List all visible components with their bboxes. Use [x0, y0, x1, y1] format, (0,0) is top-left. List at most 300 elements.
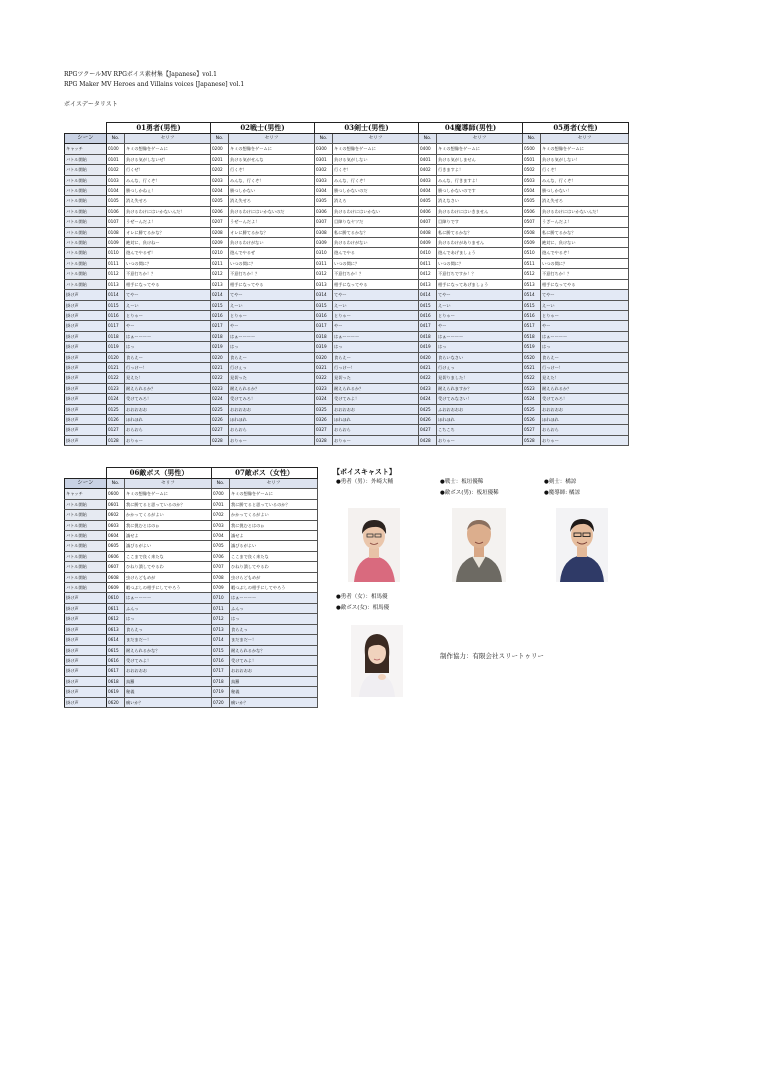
voice-number: 0211 [211, 258, 229, 268]
voice-line: 受けてみよ！ [333, 394, 419, 404]
voice-number: 0714 [212, 635, 230, 645]
voice-line: 痛いか？ [125, 697, 212, 707]
voice-number: 0616 [107, 655, 125, 665]
voice-number: 0328 [315, 435, 333, 445]
voice-number: 0113 [107, 279, 125, 289]
no-header: No. [107, 134, 125, 144]
voice-number: 0327 [315, 425, 333, 435]
voice-line: とりゃー [229, 310, 315, 320]
voice-line: いつの間に？ [541, 258, 629, 268]
table-row [65, 196, 629, 206]
voice-number: 0619 [107, 687, 125, 697]
voice-line: 消え失せろ [125, 196, 211, 206]
voice-number: 0713 [212, 624, 230, 634]
table-row [65, 697, 318, 707]
voice-number: 0212 [211, 269, 229, 279]
voice-line: てやー [125, 290, 211, 300]
voice-number: 0510 [523, 248, 541, 258]
scene-cell: キャッチ [65, 489, 107, 499]
voice-line: 滅びるがよい [230, 541, 318, 551]
no-header: No. [107, 479, 125, 489]
voice-number: 0526 [523, 414, 541, 424]
voice-number: 0126 [107, 414, 125, 424]
voice-number: 0705 [212, 541, 230, 551]
table-row [65, 248, 629, 258]
voice-number: 0307 [315, 217, 333, 227]
voice-line: とりゃー [541, 310, 629, 320]
scene-cell: 掛け声 [65, 425, 107, 435]
voice-line: 行くぞ！ [229, 165, 315, 175]
voice-line: キミの想像をゲームに [333, 144, 419, 154]
voice-number: 0125 [107, 404, 125, 414]
voice-line: はっ [230, 614, 318, 624]
voice-line: 目障りなヤツだ [333, 217, 419, 227]
table-row [65, 154, 629, 164]
table-row [65, 435, 629, 445]
voice-number: 0104 [107, 186, 125, 196]
voice-number: 0200 [211, 144, 229, 154]
group-title: 04魔導師(男性) [419, 123, 523, 134]
serif-header: セリフ [333, 134, 419, 144]
voice-line: 暇つぶしの相手にしてやろう [125, 583, 212, 593]
cast-enemy-male: ●敵ボス(男)：板垣優稀 [440, 490, 499, 496]
voice-line: えーい [541, 300, 629, 310]
voice-line: ほれほれ [541, 414, 629, 424]
voice-number: 0117 [107, 321, 125, 331]
voice-line: とりゃー [437, 310, 523, 320]
voice-line: ほれほれ [333, 414, 419, 424]
voice-line: 負ける気がしません [437, 154, 523, 164]
voice-number: 0518 [523, 331, 541, 341]
voice-number: 0618 [107, 676, 125, 686]
voice-number: 0313 [315, 279, 333, 289]
voice-line: 相手になってやる [229, 279, 315, 289]
voice-number: 0607 [107, 562, 125, 572]
table-row [65, 551, 318, 561]
voice-line: 食らえっ [230, 624, 318, 634]
scene-cell: 掛け声 [65, 697, 107, 707]
voice-number: 0224 [211, 394, 229, 404]
voice-number: 0403 [419, 175, 437, 185]
voice-line: 見切った [229, 373, 315, 383]
group-title: 06敵ボス（男性） [107, 468, 212, 479]
voice-line: 受けてみろ！ [541, 394, 629, 404]
production-credit: 制作協力：有限会社スリートゥリー [440, 652, 544, 660]
scene-cell: 掛け声 [65, 666, 107, 676]
voice-line: キミの想像をゲームに [230, 489, 318, 499]
voice-line: 遊んでやるぜ！ [125, 248, 211, 258]
voice-number: 0101 [107, 154, 125, 164]
scene-cell: バトル開始 [65, 206, 107, 216]
voice-line: やー [437, 321, 523, 331]
voice-line: 耐えられるか？ [541, 383, 629, 393]
voice-line: いつの間に？ [125, 258, 211, 268]
voice-line: 受けてみろ！ [229, 394, 315, 404]
voice-line: まだまだー！ [125, 635, 212, 645]
voice-line: 滅せよ [125, 531, 212, 541]
voice-number: 0408 [419, 227, 437, 237]
voice-line: 負ける気がしない [333, 154, 419, 164]
voice-number: 0223 [211, 383, 229, 393]
scene-cell: バトル開始 [65, 258, 107, 268]
voice-number: 0116 [107, 310, 125, 320]
voice-line: 私に勝てるかな？ [437, 227, 523, 237]
voice-number: 0304 [315, 186, 333, 196]
voice-number: 0520 [523, 352, 541, 362]
scene-cell: バトル開始 [65, 196, 107, 206]
voice-line: とりゃー [125, 310, 211, 320]
voice-number: 0213 [211, 279, 229, 289]
voice-line: 受けてみよ！ [125, 655, 212, 665]
scene-cell: 掛け声 [65, 635, 107, 645]
voice-line: はっ [333, 342, 419, 352]
voice-line: 行くぞ！ [541, 165, 629, 175]
voice-line: 不意打ちか！？ [125, 269, 211, 279]
table-row [65, 217, 629, 227]
voice-number: 0105 [107, 196, 125, 206]
table-row [65, 186, 629, 196]
voice-number: 0516 [523, 310, 541, 320]
voice-number: 0322 [315, 373, 333, 383]
scene-cell: バトル開始 [65, 279, 107, 289]
scene-cell: 掛け声 [65, 593, 107, 603]
table-row [65, 321, 629, 331]
voice-line: 負けるわけがない [333, 238, 419, 248]
voice-line: ひねり潰してやるわ [230, 562, 318, 572]
table-row [65, 290, 629, 300]
voice-number: 0703 [212, 520, 230, 530]
table-row [65, 614, 318, 624]
voice-number: 0505 [523, 196, 541, 206]
voice-number: 0509 [523, 238, 541, 248]
voice-number: 0103 [107, 175, 125, 185]
voice-line: やー [229, 321, 315, 331]
voice-line: 食らえー [333, 352, 419, 362]
voice-line: うぜーんだよ！ [229, 217, 315, 227]
voice-line: 行くぞ！ [333, 165, 419, 175]
voice-number: 0720 [212, 697, 230, 707]
voice-number: 0717 [212, 666, 230, 676]
voice-line: 滅せよ [230, 531, 318, 541]
voice-number: 0102 [107, 165, 125, 175]
voice-number: 0511 [523, 258, 541, 268]
voice-line: みんな、行くぞ！ [333, 175, 419, 185]
scene-cell: バトル開始 [65, 186, 107, 196]
voice-number: 0608 [107, 572, 125, 582]
table-row [65, 269, 629, 279]
no-header: No. [419, 134, 437, 144]
voice-number: 0106 [107, 206, 125, 216]
voice-line: うぜーんだよ！ [125, 217, 211, 227]
voice-line: 相手になってあげましょう [437, 279, 523, 289]
voice-line: ふおおおおお [437, 404, 523, 414]
voice-number: 0702 [212, 510, 230, 520]
table-row [65, 635, 318, 645]
table-row [65, 310, 629, 320]
voice-number: 0515 [523, 300, 541, 310]
scene-cell: バトル開始 [65, 499, 107, 509]
voice-line: 虫けらどもめが [125, 572, 212, 582]
voice-number: 0308 [315, 227, 333, 237]
scene-cell: バトル開始 [65, 217, 107, 227]
voice-number: 0601 [107, 499, 125, 509]
scene-cell: バトル開始 [65, 572, 107, 582]
voice-line: はぁーーーー [125, 593, 212, 603]
voice-line: 食らいなさい [437, 352, 523, 362]
scene-cell: バトル開始 [65, 551, 107, 561]
table-row [65, 227, 629, 237]
voice-number: 0617 [107, 666, 125, 676]
voice-number: 0319 [315, 342, 333, 352]
column-header-row [65, 134, 629, 144]
voice-number: 0419 [419, 342, 437, 352]
scene-cell: 掛け声 [65, 404, 107, 414]
voice-line: 相手になってやる [333, 279, 419, 289]
voice-line: 虫けらどもめが [230, 572, 318, 582]
voice-line: ここまで良く来たな [125, 551, 212, 561]
table-row [65, 624, 318, 634]
scene-cell: 掛け声 [65, 373, 107, 383]
voice-line: おらおら [333, 425, 419, 435]
voice-line: うざーんだよ！ [541, 217, 629, 227]
voice-number: 0704 [212, 531, 230, 541]
voice-number: 0610 [107, 593, 125, 603]
voice-line: 不意打ちか！？ [541, 269, 629, 279]
voice-number: 0228 [211, 435, 229, 445]
scene-cell: 掛け声 [65, 614, 107, 624]
voice-number: 0128 [107, 435, 125, 445]
voice-number: 0521 [523, 362, 541, 372]
scene-cell: 掛け声 [65, 414, 107, 424]
voice-line: 行きますよ！ [437, 165, 523, 175]
voice-line: 不意打ちか！？ [333, 269, 419, 279]
voice-line: 行けぇっ [437, 362, 523, 372]
table-row [65, 666, 318, 676]
voice-line: 耐えられますか？ [437, 383, 523, 393]
doc-title-english: RPG Maker MV Heroes and Villains voices [Japanese] vol.1 [64, 81, 245, 88]
voice-number: 0609 [107, 583, 125, 593]
voice-line: 耐えられるか？ [229, 383, 315, 393]
group-title: 03剣士(男性) [315, 123, 419, 134]
voice-line: おおおおお [125, 666, 212, 676]
voice-line: 負ける気がしないぜ！ [125, 154, 211, 164]
voice-number: 0208 [211, 227, 229, 237]
voice-number: 0309 [315, 238, 333, 248]
scene-cell: バトル開始 [65, 520, 107, 530]
voice-number: 0709 [212, 583, 230, 593]
scene-cell: バトル開始 [65, 541, 107, 551]
table-row [65, 499, 318, 509]
voice-number: 0120 [107, 352, 125, 362]
voice-line: はぁーーーー [229, 331, 315, 341]
voice-number: 0303 [315, 175, 333, 185]
voice-number: 0225 [211, 404, 229, 414]
voice-number: 0310 [315, 248, 333, 258]
voice-line: 滅びるがよい [125, 541, 212, 551]
serif-header: セリフ [125, 134, 211, 144]
voice-number: 0614 [107, 635, 125, 645]
voice-number: 0121 [107, 362, 125, 372]
voice-line: はっ [125, 614, 212, 624]
voice-number: 0401 [419, 154, 437, 164]
table-row [65, 258, 629, 268]
voice-number: 0110 [107, 248, 125, 258]
voice-number: 0326 [315, 414, 333, 424]
voice-number: 0700 [212, 489, 230, 499]
voice-line: キミの想像をゲームに [125, 144, 211, 154]
portrait-hero-male [348, 508, 400, 582]
table-row [65, 373, 629, 383]
voice-number: 0502 [523, 165, 541, 175]
voice-line: はぁーーーー [437, 331, 523, 341]
voice-line: 行くぜ！ [125, 165, 211, 175]
voice-number: 0606 [107, 551, 125, 561]
table-row [65, 352, 629, 362]
voice-line: ふんっ [230, 603, 318, 613]
voice-number: 0417 [419, 321, 437, 331]
table-row [65, 331, 629, 341]
voice-line: 行っけー！ [541, 362, 629, 372]
voice-number: 0111 [107, 258, 125, 268]
voice-number: 0501 [523, 154, 541, 164]
voice-number: 0507 [523, 217, 541, 227]
voice-number: 0428 [419, 435, 437, 445]
scene-cell: バトル開始 [65, 227, 107, 237]
voice-number: 0512 [523, 269, 541, 279]
voice-number: 0504 [523, 186, 541, 196]
voice-number: 0127 [107, 425, 125, 435]
serif-header: セリフ [437, 134, 523, 144]
voice-number: 0711 [212, 603, 230, 613]
table-row [65, 342, 629, 352]
scene-cell: キャッチ [65, 144, 107, 154]
voice-line: オレに勝てるかな？ [229, 227, 315, 237]
voice-line: おおおおお [230, 666, 318, 676]
voice-number: 0508 [523, 227, 541, 237]
voice-number: 0411 [419, 258, 437, 268]
table-row [65, 394, 629, 404]
voice-number: 0410 [419, 248, 437, 258]
voice-number: 0325 [315, 404, 333, 414]
voice-line: 我に勝てると思っているのか？ [230, 499, 318, 509]
voice-number: 0514 [523, 290, 541, 300]
voice-number: 0413 [419, 279, 437, 289]
voice-line: 食らえー [541, 352, 629, 362]
voice-line: 見切った [333, 373, 419, 383]
voice-number: 0707 [212, 562, 230, 572]
scene-cell: 掛け声 [65, 435, 107, 445]
voice-number: 0124 [107, 394, 125, 404]
scene-header: シーン [65, 479, 107, 489]
voice-line: 我に挑むとはのぉ [125, 520, 212, 530]
voice-number: 0311 [315, 258, 333, 268]
group-title: 07敵ボス（女性） [212, 468, 318, 479]
table-row [65, 279, 629, 289]
table-row [65, 362, 629, 372]
serif-header: セリフ [229, 134, 315, 144]
voice-line: 鳥羅 [230, 676, 318, 686]
voice-number: 0710 [212, 593, 230, 603]
voice-number: 0108 [107, 227, 125, 237]
voice-number: 0210 [211, 248, 229, 258]
voice-number: 0615 [107, 645, 125, 655]
voice-line: 行けぇっ [229, 362, 315, 372]
voice-line: えーい [437, 300, 523, 310]
voice-number: 0207 [211, 217, 229, 227]
voice-line: 遊んでやるぜ [229, 248, 315, 258]
voice-line: 勝つしかねぇ！ [125, 186, 211, 196]
voice-line: おおおおお [333, 404, 419, 414]
voice-line: 耐えられるか？ [125, 383, 211, 393]
voice-number: 0321 [315, 362, 333, 372]
voice-number: 0324 [315, 394, 333, 404]
voice-line: 絶対に、負けねー [125, 238, 211, 248]
voice-number: 0712 [212, 614, 230, 624]
scene-cell: 掛け声 [65, 655, 107, 665]
voice-number: 0421 [419, 362, 437, 372]
table-row [65, 510, 318, 520]
voice-line: オレに勝てるかな？ [125, 227, 211, 237]
voice-number: 0418 [419, 331, 437, 341]
voice-line: 負けるわけがない [229, 238, 315, 248]
voice-line: 消え失せろ [229, 196, 315, 206]
voice-line: はぁーーーー [333, 331, 419, 341]
table-row [65, 655, 318, 665]
voice-line: キミの想像をゲームに [229, 144, 315, 154]
voice-line: えーい [333, 300, 419, 310]
voice-line: おらおら [541, 425, 629, 435]
cast-title: 【ボイスキャスト】 [333, 467, 396, 476]
voice-line: てやー [437, 290, 523, 300]
scene-cell: バトル開始 [65, 531, 107, 541]
cast-swordsman: ●剣士：橘諒 [544, 479, 577, 485]
no-header: No. [523, 134, 541, 144]
scene-cell: バトル開始 [65, 238, 107, 248]
voice-line: おおおおお [541, 404, 629, 414]
voice-number: 0414 [419, 290, 437, 300]
voice-number: 0220 [211, 352, 229, 362]
table-row [65, 165, 629, 175]
scene-cell: 掛け声 [65, 603, 107, 613]
voice-number: 0719 [212, 687, 230, 697]
table-row [65, 593, 318, 603]
voice-line: ほれほれ [229, 414, 315, 424]
voice-line: 私に勝てるかな？ [333, 227, 419, 237]
voice-line: 耐えられるか？ [333, 383, 419, 393]
voice-line: やー [125, 321, 211, 331]
no-header: No. [315, 134, 333, 144]
voice-number: 0118 [107, 331, 125, 341]
scene-cell: バトル開始 [65, 562, 107, 572]
voice-line: えーい [229, 300, 315, 310]
column-header-row [65, 479, 318, 489]
voice-number: 0603 [107, 520, 125, 530]
scene-cell: 掛け声 [65, 290, 107, 300]
table-row [65, 414, 629, 424]
voice-line: 見切りました！ [437, 373, 523, 383]
voice-number: 0305 [315, 196, 333, 206]
voice-line: 負けるわけにはいかないのだ [229, 206, 315, 216]
cast-enemy-female: ●敵ボス(女)：相馬優 [336, 605, 390, 611]
voice-line: キミの想像をゲームに [541, 144, 629, 154]
voice-line: 遊んでやるぞ！ [541, 248, 629, 258]
table-row [65, 238, 629, 248]
voice-number: 0205 [211, 196, 229, 206]
table-row [65, 383, 629, 393]
voice-line: 負ける気がしない！ [541, 154, 629, 164]
serif-header: セリフ [125, 479, 212, 489]
group-title: 01勇者(男性) [107, 123, 211, 134]
